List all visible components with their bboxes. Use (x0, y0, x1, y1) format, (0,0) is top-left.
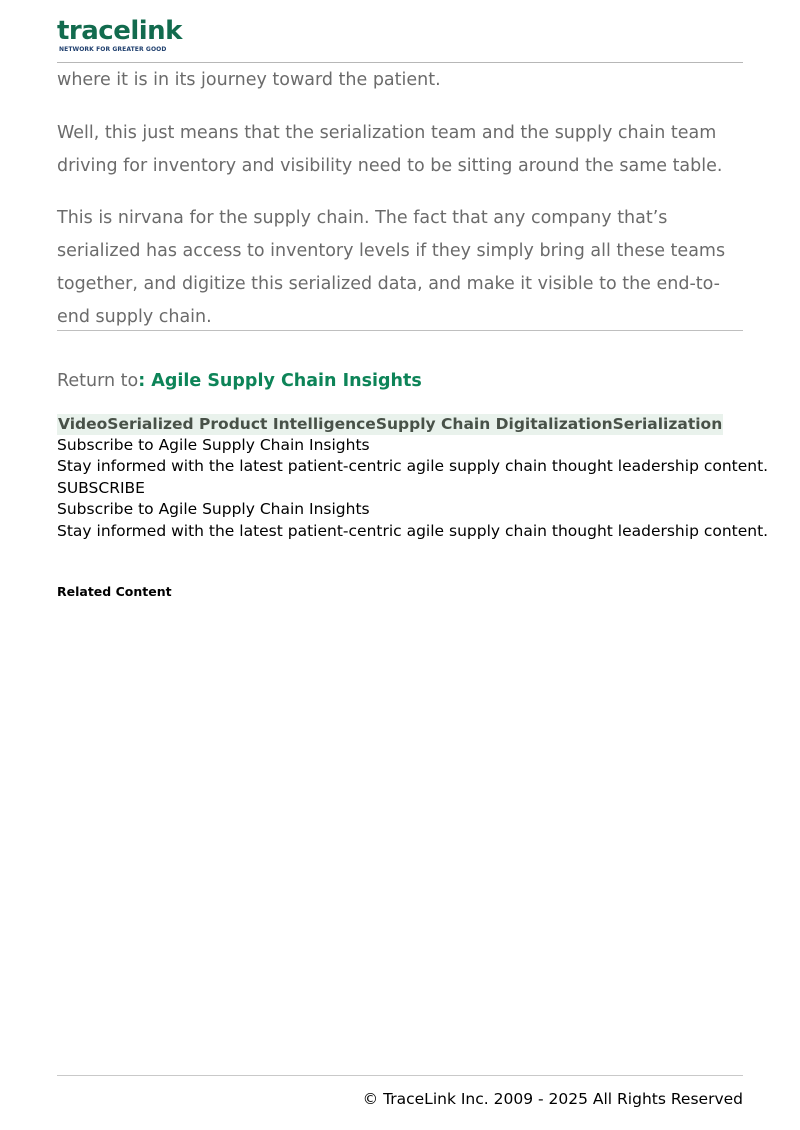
related-content-heading: Related Content (57, 584, 172, 599)
subscribe-description-1: Stay informed with the latest patient-centric agile supply chain thought leadership content. (57, 457, 769, 475)
tag-serialization[interactable]: Serialization (612, 415, 723, 433)
article-paragraph-1: where it is in its journey toward the patient. (57, 70, 441, 90)
return-colon: : (138, 371, 152, 391)
tag-serialized-product-intelligence[interactable]: Serialized Product Intelligence (107, 415, 376, 433)
return-prefix: Return to (57, 371, 139, 391)
logo-tagline: NETWORK FOR GREATER GOOD (59, 46, 167, 53)
return-to-line (57, 369, 422, 393)
section-divider (57, 330, 743, 331)
logo-wordmark: tracelink (57, 16, 182, 46)
footer-copyright: © TraceLink Inc. 2009 - 2025 All Rights Reserved (362, 1090, 743, 1108)
subscribe-description-2: Stay informed with the latest patient-centric agile supply chain thought leadership content. (57, 522, 769, 540)
article-paragraph-3: This is nirvana for the supply chain. The fact that any company that’s serialized has access to inventory levels if they simply bring all these teams together, and digitize this serialized data, and make it visible to the end-to-end supply chain. (57, 208, 726, 327)
tracelink-logo[interactable] (57, 17, 182, 53)
footer-divider (57, 1075, 743, 1076)
subscribe-title-2: Subscribe to Agile Supply Chain Insights (57, 500, 370, 518)
tag-supply-chain-digitalization[interactable]: Supply Chain Digitalization (375, 415, 613, 433)
subscribe-title-1: Subscribe to Agile Supply Chain Insights (57, 436, 370, 454)
tag-list (57, 414, 723, 435)
tag-video[interactable]: Video (58, 415, 108, 433)
site-header (57, 14, 743, 63)
subscribe-button[interactable]: SUBSCRIBE (57, 479, 145, 497)
article-paragraph-2: Well, this just means that the serialization team and the supply chain team driving for inventory and visibility need to be sitting around the same table. (57, 123, 723, 176)
return-link[interactable]: Agile Supply Chain Insights (151, 371, 422, 391)
